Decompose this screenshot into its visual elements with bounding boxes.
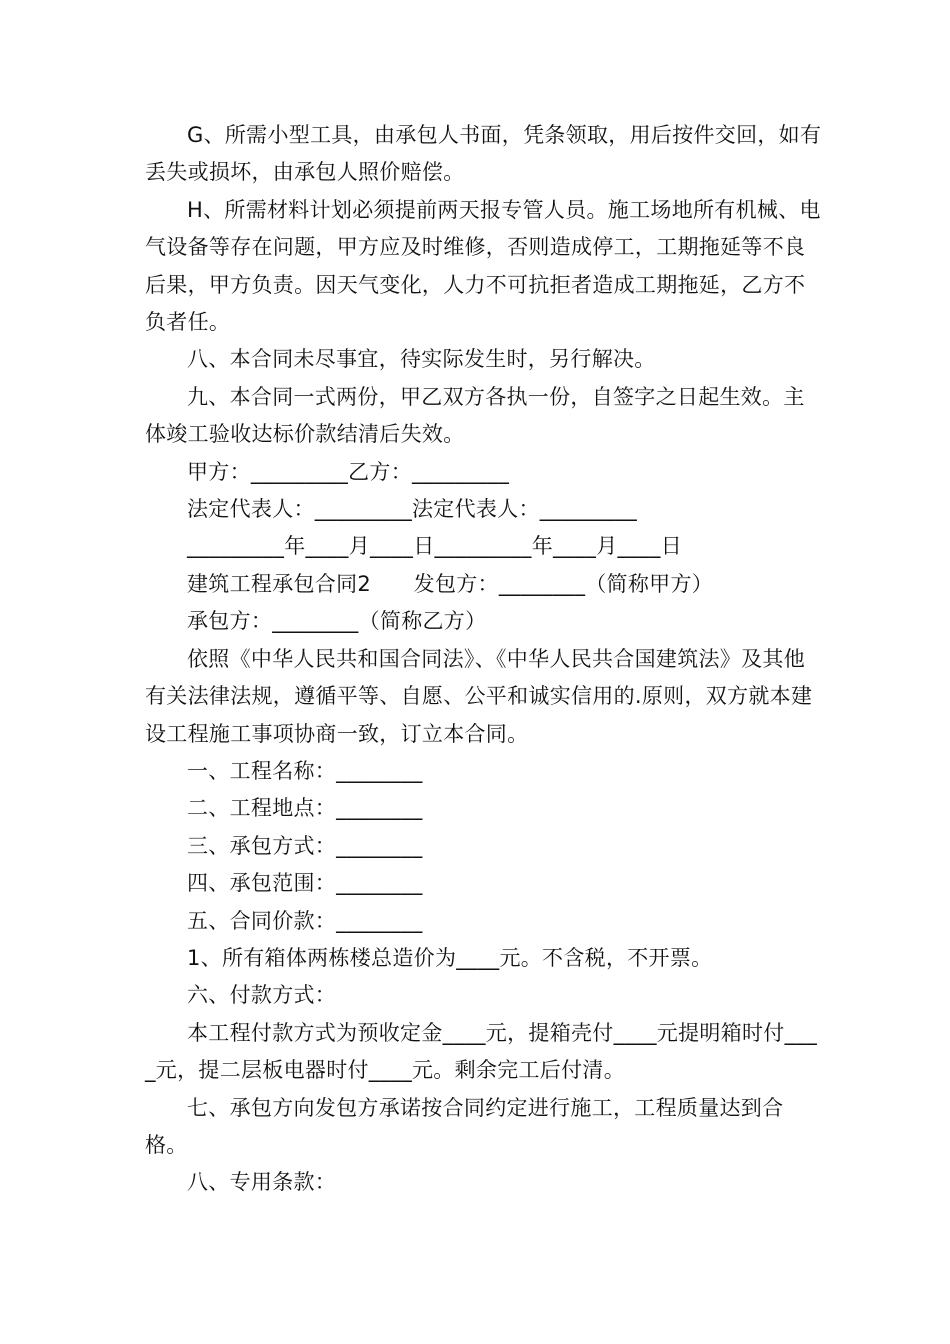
article-7-quality-commitment: 七、承包方向发包方承诺按合同约定进行施工，工程质量达到合格。 bbox=[145, 1095, 784, 1157]
item-total-cost: 1、所有箱体两栋楼总造价为____元。不含税，不开票。 bbox=[187, 945, 713, 970]
item-payment-method: 六、付款方式： bbox=[187, 983, 337, 1008]
contract-2-title-employer: 建筑工程承包合同2 发包方：________（简称甲方） bbox=[187, 571, 714, 596]
clause-g-tools: G、所需小型工具，由承包人书面，凭条领取，用后按件交回，如有丢失或损坏，由承包人照价赔偿。 bbox=[145, 123, 822, 185]
article-8-unresolved-matters: 八、本合同未尽事宜，待实际发生时，另行解决。 bbox=[187, 347, 656, 372]
contract-body bbox=[145, 117, 825, 1202]
signature-representative-line: 法定代表人：_________法定代表人：_________ bbox=[187, 497, 637, 522]
item-contract-price: 五、合同价款：________ bbox=[187, 908, 423, 933]
item-contract-scope: 四、承包范围：________ bbox=[187, 871, 423, 896]
item-project-location: 二、工程地点：________ bbox=[187, 796, 423, 821]
article-8-special-terms: 八、专用条款： bbox=[187, 1170, 337, 1195]
signature-party-line: 甲方：_________乙方：_________ bbox=[187, 459, 510, 484]
preamble-paragraph: 依照《中华人民共和国合同法》、《中华人民共合国建筑法》及其他有关法律法规，遵循平等、自愿、公平和诚实信用的.原则，双方就本建设工程施工事项协商一致，订立本合同。 bbox=[145, 646, 813, 746]
contractor-line: 承包方：________（简称乙方） bbox=[187, 609, 487, 634]
signature-date-line: _________年____月____日_________年____月____日 bbox=[187, 534, 682, 559]
payment-terms-paragraph: 本工程付款方式为预收定金____元，提箱壳付____元提明箱时付____元，提二层板电器时付____元。剩余完工后付清。 bbox=[145, 1020, 817, 1083]
article-9-copies-validity: 九、本合同一式两份，甲乙双方各执一份，自签字之日起生效。主体竣工验收达标价款结清后失效。 bbox=[145, 384, 805, 447]
clause-h-materials: H、所需材料计划必须提前两天报专管人员。施工场地所有机械、电气设备等存在问题，甲方应及时维修，否则造成停工，工期拖延等不良后果，甲方负责。因天气变化，人力不可抗拒者造成工期拖延，乙方不负者任。 bbox=[145, 197, 821, 335]
item-project-name: 一、工程名称：________ bbox=[187, 758, 423, 783]
item-contract-method: 三、承包方式：________ bbox=[187, 833, 423, 858]
